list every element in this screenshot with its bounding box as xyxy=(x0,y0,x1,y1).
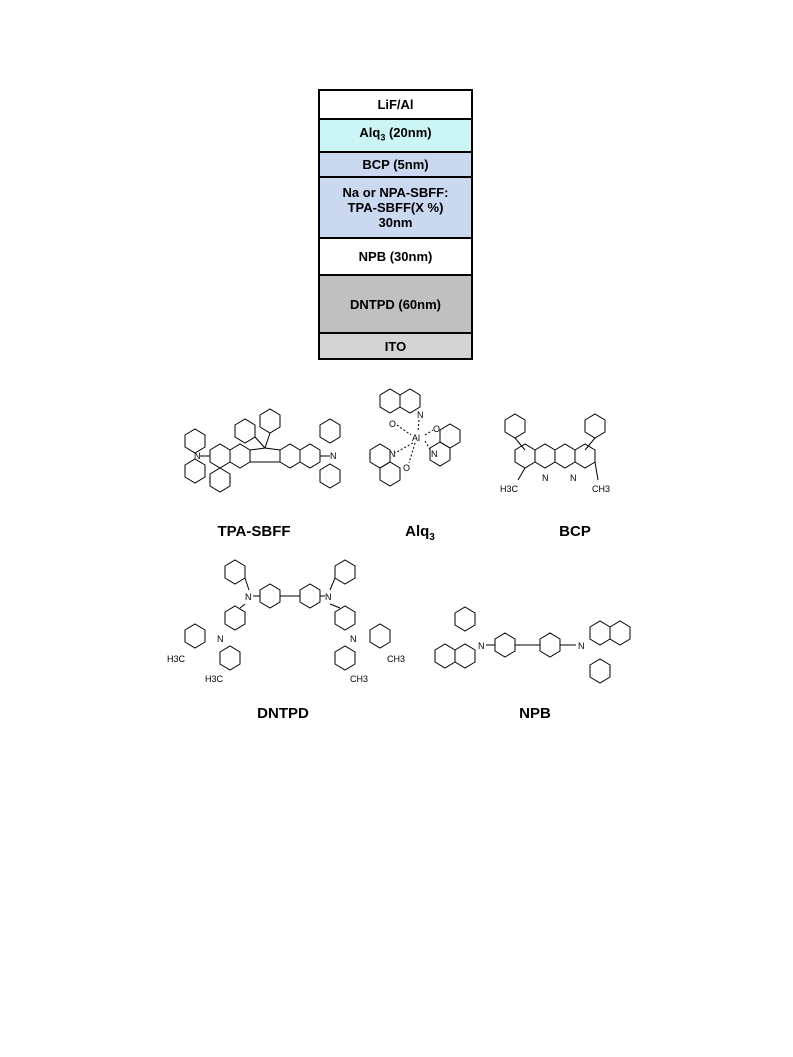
tpa-sbff-structure xyxy=(180,400,350,510)
layer-emission-line2: TPA-SBFF(X %) xyxy=(347,200,444,215)
alq3-label: Alq$_3$ xyxy=(405,523,435,543)
npb-n-left: N xyxy=(478,641,485,651)
layer-emission-line3: 30nm xyxy=(378,215,413,230)
layer-alq3-text: Alq$_3$ (20nm) xyxy=(359,125,432,143)
device-layer-stack xyxy=(318,89,473,360)
layer-emission xyxy=(320,178,471,239)
alq3-structure xyxy=(365,385,475,495)
layer-ito xyxy=(320,334,471,358)
bcp-label: BCP xyxy=(559,523,591,540)
dntpd-methyl-2: H3C xyxy=(205,674,224,684)
dntpd-n-center-left: N xyxy=(245,592,252,602)
npb-n-right: N xyxy=(578,641,585,651)
dntpd-n-center-right: N xyxy=(325,592,332,602)
alq3-n-top: N xyxy=(417,410,424,420)
dntpd-label: DNTPD xyxy=(257,705,309,722)
tpa-sbff-label: TPA-SBFF xyxy=(217,523,291,540)
bcp-n-left: N xyxy=(542,473,549,483)
bcp-methyl-right: CH3 xyxy=(592,484,611,494)
dntpd-structure xyxy=(165,560,410,685)
layer-alq3 xyxy=(320,120,471,153)
alq3-al: Al xyxy=(412,433,421,443)
layer-lif-al-text: LiF/Al xyxy=(377,97,414,112)
layer-bcp xyxy=(320,153,471,178)
bcp-n-right: N xyxy=(570,473,577,483)
alq3-n-bottom: N xyxy=(389,449,396,459)
npb-label: NPB xyxy=(519,705,551,722)
layer-npb xyxy=(320,239,471,276)
dntpd-methyl-3: CH3 xyxy=(387,654,406,664)
layer-npb-text: NPB (30nm) xyxy=(358,249,433,264)
layer-ito-text: ITO xyxy=(384,338,407,354)
layer-emission-line1: Na or NPA-SBFF: xyxy=(342,185,449,200)
dntpd-n-right: N xyxy=(350,634,357,644)
layer-bcp-text: BCP (5nm) xyxy=(362,157,429,172)
layer-dntpd xyxy=(320,276,471,334)
dntpd-methyl-1: H3C xyxy=(167,654,186,664)
alq3-o-top: O xyxy=(389,419,397,429)
tpa-sbff-n-right: N xyxy=(330,451,337,461)
dntpd-methyl-4: CH3 xyxy=(350,674,369,684)
tpa-sbff-n-left: N xyxy=(194,451,201,461)
npb-structure xyxy=(430,605,640,690)
dntpd-n-left: N xyxy=(217,634,224,644)
alq3-n-right: N xyxy=(431,449,438,459)
bcp-methyl-left: H3C xyxy=(500,484,519,494)
alq3-o-bottom: O xyxy=(403,463,411,473)
alq3-o-right: O xyxy=(433,424,441,434)
layer-dntpd-text: DNTPD (60nm) xyxy=(349,296,441,312)
bcp-structure xyxy=(500,405,620,500)
layer-lif-al xyxy=(320,91,471,120)
